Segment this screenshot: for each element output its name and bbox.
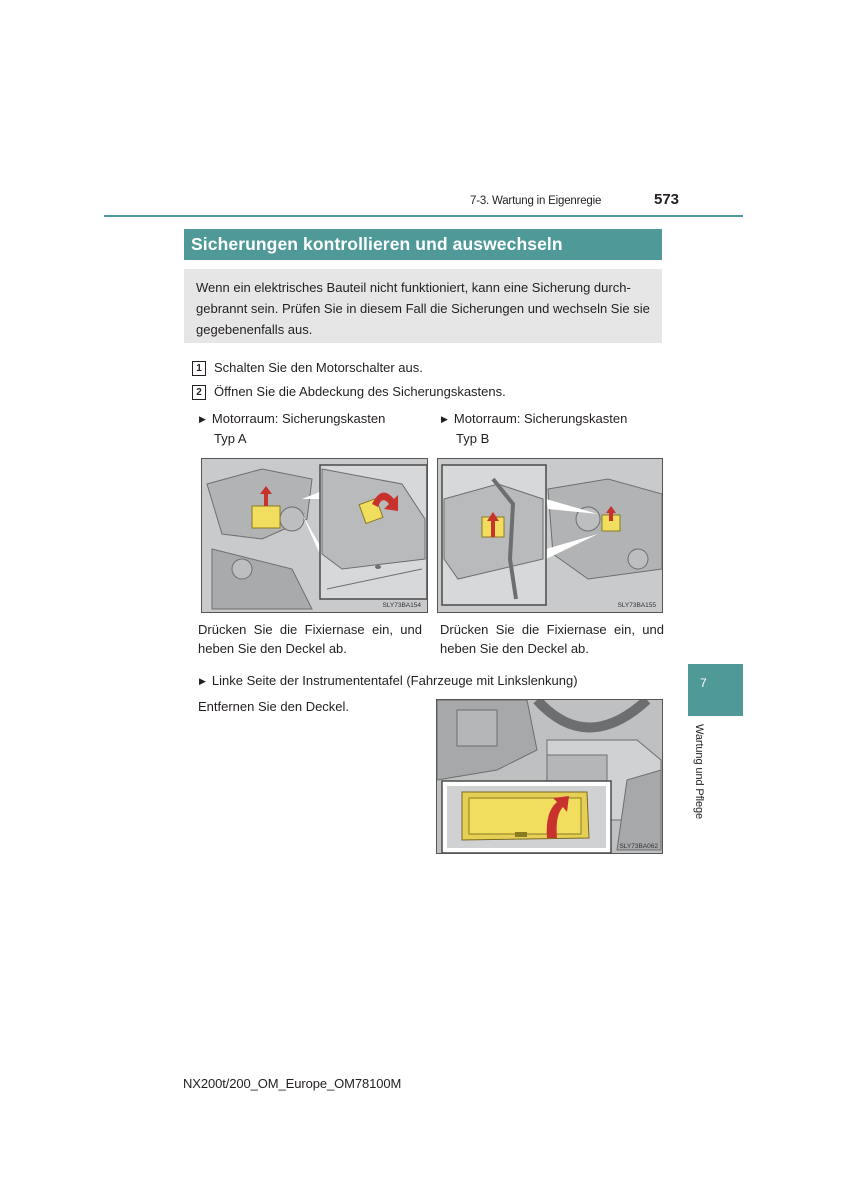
caption-line: heben Sie den Deckel ab. <box>198 641 347 656</box>
caption-line: Drücken Sie die Fixiernase ein, und <box>440 622 664 637</box>
step-number-box: 1 <box>192 361 206 376</box>
chapter-number: 7 <box>700 676 707 690</box>
bullet-text: Motorraum: Sicherungskasten <box>211 411 386 426</box>
bullet-type-b <box>441 409 627 448</box>
dashboard-illustration <box>437 700 663 854</box>
page-number: 573 <box>654 191 680 208</box>
figure-code: SLY73BA154 <box>382 602 421 609</box>
step-1 <box>192 360 423 376</box>
intro-line: gegebenenfalls aus. <box>196 322 313 337</box>
engine-bay-illustration <box>438 459 663 613</box>
page-title: Sicherungen kontrollieren und auswechseln <box>184 229 662 260</box>
bullet-triangle-icon: ▶ <box>441 414 448 424</box>
caption-type-b <box>440 620 664 658</box>
section-heading: 7-3. Wartung in Eigenregie <box>470 195 602 207</box>
fuse-box-cover <box>252 506 280 528</box>
intro-line: Wenn ein elektrisches Bauteil nicht funktioniert, kann eine Sicherung durch- <box>196 280 631 295</box>
bullet-type-a <box>199 409 385 448</box>
bullet-triangle-icon: ▶ <box>199 414 206 424</box>
bullet-triangle-icon: ▶ <box>199 676 206 686</box>
engine-bay-illustration <box>202 459 428 613</box>
figure-code: SLY73BA155 <box>617 602 656 609</box>
step-number-box: 2 <box>192 385 206 400</box>
bullet-text: Typ B <box>456 431 490 446</box>
intro-line: gebrannt sein. Prüfen Sie in diesem Fall die Sicherungen und wechseln Sie sie <box>196 301 650 316</box>
step-text: Öffnen Sie die Abdeckung des Sicherungskastens. <box>214 384 506 399</box>
figure-fusebox-type-b <box>437 458 663 613</box>
caption-dashboard: Entfernen Sie den Deckel. <box>198 699 350 714</box>
step-text: Schalten Sie den Motorschalter aus. <box>214 360 423 375</box>
chapter-tab <box>688 664 743 716</box>
figure-dashboard-fusebox <box>436 699 663 854</box>
bullet-text: Typ A <box>214 431 247 446</box>
figure-code: SLY73BA062 <box>619 843 658 850</box>
bullet-dashboard <box>199 671 578 691</box>
chapter-label: Wartung und Pflege <box>693 724 705 820</box>
step-2 <box>192 384 506 400</box>
caption-line: heben Sie den Deckel ab. <box>440 641 589 656</box>
bullet-text: Motorraum: Sicherungskasten <box>453 411 628 426</box>
caption-line: Drücken Sie die Fixiernase ein, und <box>198 622 422 637</box>
header-rule <box>104 215 743 217</box>
bullet-text: Linke Seite der Instrumententafel (Fahrzeuge mit Linkslenkung) <box>211 673 578 688</box>
intro-box <box>184 269 662 343</box>
caption-type-a <box>198 620 422 658</box>
figure-fusebox-type-a <box>201 458 428 613</box>
footer-doc-id: NX200t/200_OM_Europe_OM78100M <box>183 1076 402 1091</box>
